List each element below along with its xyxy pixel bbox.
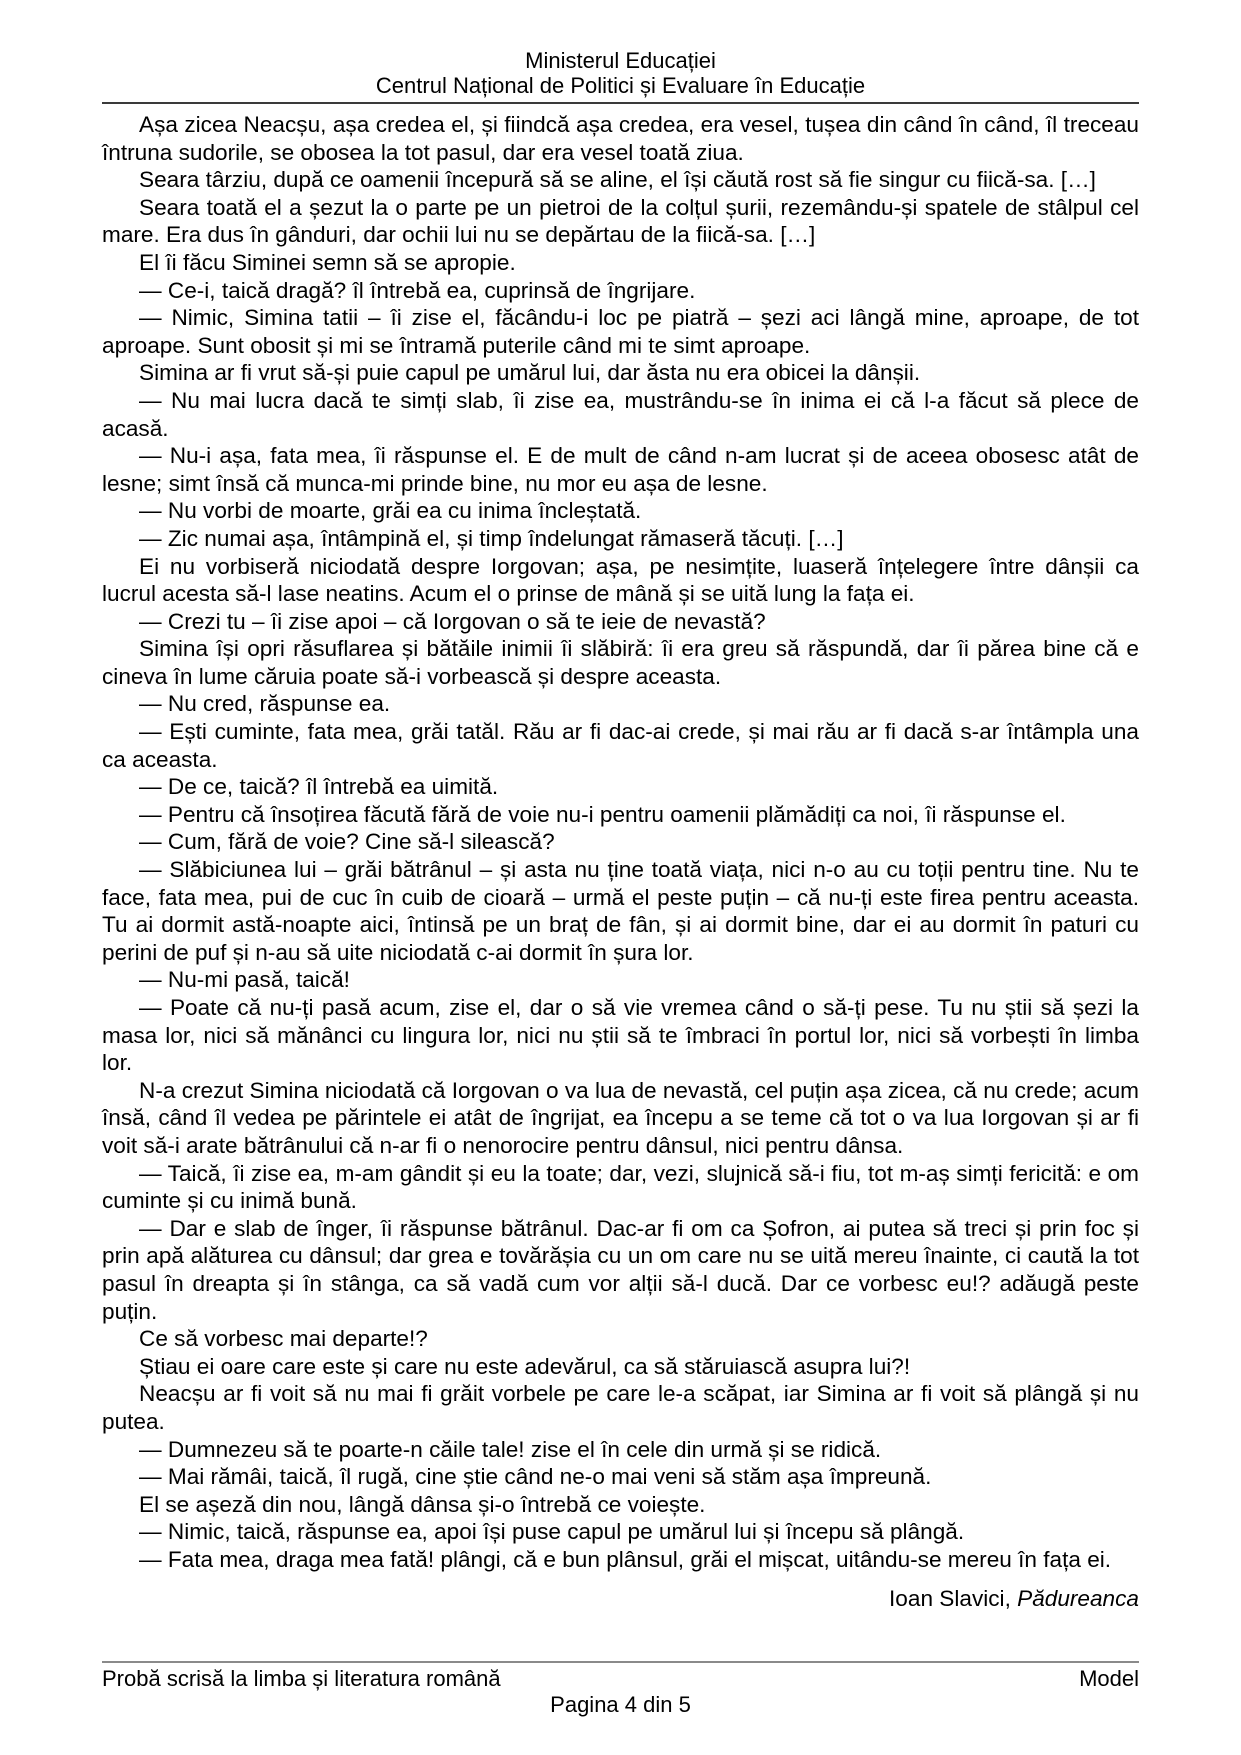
text-paragraph: Știau ei oare care este și care nu este adevărul, ca să stăruiască asupra lui?! bbox=[139, 1353, 911, 1379]
dialogue-paragraph: — Dar e slab de înger, îi răspunse bătrânul. Dac-ar fi om ca Șofron, ai putea să treci și prin foc și prin apă alăturea cu dânsul; dar grea e tovărășia cu un om care nu se uită mereu înainte, ci caută la tot pasul în dreapta și în stânga, ca să vadă cum vor alții să-l ducă. Dar ce vorbesc eu!? adăugă peste puțin. bbox=[102, 1215, 1139, 1324]
footer-model-label: Model bbox=[1079, 1666, 1139, 1691]
text-paragraph: El îi făcu Siminei semn să se apropie. bbox=[139, 249, 516, 275]
dialogue-paragraph: — Nu-mi pasă, taică! bbox=[139, 967, 350, 993]
dialogue-paragraph: — Nimic, taică, răspunse ea, apoi își puse capul pe umărul lui și începu să plângă. bbox=[139, 1519, 965, 1545]
dialogue-paragraph: — Mai rămâi, taică, îl rugă, cine știe când ne-o mai veni să stăm așa împreună. bbox=[139, 1464, 932, 1490]
page-header bbox=[102, 48, 1139, 104]
text-paragraph: N-a crezut Simina niciodată că Iorgovan o va lua de nevastă, cel puțin așa zicea, că nu crede; acum însă, când îl vedea pe părintele ei atât de îngrijat, ea începu a se teme că tot o va lua Iorgovan și ar fi voit să-i arate bătrânului că n-ar fi o nenorocire pentru dânsul, nici pentru dânsa. bbox=[102, 1077, 1139, 1158]
text-excerpt bbox=[102, 111, 1139, 1613]
dialogue-paragraph: — Nu mai lucra dacă te simți slab, îi zise ea, mustrându-se în inima ei că l-a făcut să plece de acasă. bbox=[102, 387, 1139, 441]
text-paragraph: Ei nu vorbiseră niciodată despre Iorgovan; așa, pe nesimțite, luaseră înțelegere între dânșii ca lucrul acesta să-l lase neatins. Acum el o prinse de mână și se uită lung la fața ei. bbox=[102, 553, 1139, 607]
dialogue-paragraph: — Nu vorbi de moarte, grăi ea cu inima încleștată. bbox=[139, 498, 642, 524]
dialogue-paragraph: — Fata mea, draga mea fată! plângi, că e bun plânsul, grăi el mișcat, uitându-se mereu în fața ei. bbox=[139, 1546, 1112, 1572]
dialogue-paragraph: — De ce, taică? îl întrebă ea uimită. bbox=[139, 774, 499, 800]
attribution bbox=[102, 1585, 1139, 1613]
text-paragraph: El se așeză din nou, lângă dânsa și-o întrebă ce voiește. bbox=[139, 1491, 706, 1517]
text-paragraph: Neacșu ar fi voit să nu mai fi grăit vorbele pe care le-a scăpat, iar Simina ar fi voit să plângă și nu putea. bbox=[102, 1381, 1139, 1434]
dialogue-paragraph: — Nu-i așa, fata mea, îi răspunse el. E de mult de când n-am lucrat și de aceea obosesc atât de lesne; simt însă că munca-mi prinde bine, nu mor eu așa de lesne. bbox=[102, 443, 1139, 496]
attribution-work-title: Pădureanca bbox=[1017, 1586, 1139, 1612]
dialogue-paragraph: — Crezi tu – îi zise apoi – că Iorgovan o să te ieie de nevastă? bbox=[139, 608, 766, 634]
text-paragraph: Ce să vorbesc mai departe!? bbox=[139, 1326, 428, 1352]
header-center-name: Centrul Național de Politici și Evaluare în Educație bbox=[375, 73, 866, 98]
dialogue-paragraph: — Slăbiciunea lui – grăi bătrânul – și asta nu ține toată viața, nici n-o au cu toții pentru tine. Nu te face, fata mea, pui de cuc în cuib de cioară – urmă el peste puțin – că nu-ți este firea pentru aceasta. Tu ai dormit astă-noapte aici, întinsă pe un braț de fân, și ai dormit bine, dar ei au dormit în paturi cu perini de puf și n-au să uite niciodată c-ai dormit în șura lor. bbox=[102, 857, 1139, 965]
text-paragraph: Așa zicea Neacșu, așa credea el, și fiindcă așa credea, era vesel, tușea din când în când, îl treceau întruna sudorile, se obosea la tot pasul, dar era vesel toată ziua. bbox=[102, 112, 1139, 165]
attribution-author: Ioan Slavici, bbox=[889, 1586, 1018, 1612]
text-paragraph: Simina își opri răsuflarea și bătăile inimii îi slăbiră: îi era greu să răspundă, dar îi părea bine că e cineva în lume căruia poate să-i vorbească și despre aceasta. bbox=[102, 636, 1139, 689]
dialogue-paragraph: — Ce-i, taică dragă? îl întrebă ea, cuprinsă de îngrijare. bbox=[139, 277, 696, 303]
footer-exam-name: Probă scrisă la limba și literatura română bbox=[102, 1666, 501, 1691]
dialogue-paragraph: — Ești cuminte, fata mea, grăi tatăl. Rău ar fi dac-ai crede, și mai rău ar fi dacă s-ar întâmpla una ca aceasta. bbox=[102, 719, 1139, 772]
dialogue-paragraph: — Nimic, Simina tatii – îi zise el, făcându-i loc pe piatră – șezi aci lângă mine, aproape, de tot aproape. Sunt obosit și mi se întramă puterile când mi te simt aproape. bbox=[102, 305, 1139, 358]
dialogue-paragraph: — Zic numai așa, întâmpină el, și timp îndelungat rămaseră tăcuți. […] bbox=[139, 525, 844, 551]
text-paragraph: Simina ar fi vrut să-și puie capul pe umărul lui, dar ăsta nu era obicei la dânșii. bbox=[139, 360, 921, 386]
page-footer bbox=[102, 1661, 1139, 1718]
text-paragraph: Seara toată el a șezut la o parte pe un pietroi de la colțul șurii, rezemându-și spatele de stâlpul cel mare. Era dus în gânduri, dar ochii lui nu se depărtau de la fiică-sa. […] bbox=[102, 194, 1139, 248]
dialogue-paragraph: — Poate că nu-ți pasă acum, zise el, dar o să vie vremea când o să-ți pese. Tu nu știi să șezi la masa lor, nici să mănânci cu lingura lor, nici nu știi să te îmbraci în portul lor, nici să vorbești în limba lor. bbox=[102, 995, 1139, 1076]
dialogue-paragraph: — Dumnezeu să te poarte-n căile tale! zise el în cele din urmă și se ridică. bbox=[139, 1436, 882, 1462]
footer-page-number: Pagina 4 din 5 bbox=[550, 1692, 691, 1717]
dialogue-paragraph: — Cum, fără de voie? Cine să-l silească? bbox=[139, 829, 555, 855]
dialogue-paragraph: — Pentru că însoțirea făcută fără de voie nu-i pentru oamenii plămădiți ca noi, îi răspunse el. bbox=[139, 801, 1066, 827]
dialogue-paragraph: — Nu cred, răspunse ea. bbox=[139, 691, 391, 717]
dialogue-paragraph: — Taică, îi zise ea, m-am gândit și eu la toate; dar, vezi, slujnică să-i fiu, tot m-aș simți fericită: e om cuminte și cu inimă bună. bbox=[102, 1160, 1139, 1214]
text-paragraph: Seara târziu, după ce oamenii începură să se aline, el își căută rost să fie singur cu fiică-sa. […] bbox=[139, 167, 1096, 193]
header-ministry: Ministerul Educației bbox=[525, 48, 716, 73]
